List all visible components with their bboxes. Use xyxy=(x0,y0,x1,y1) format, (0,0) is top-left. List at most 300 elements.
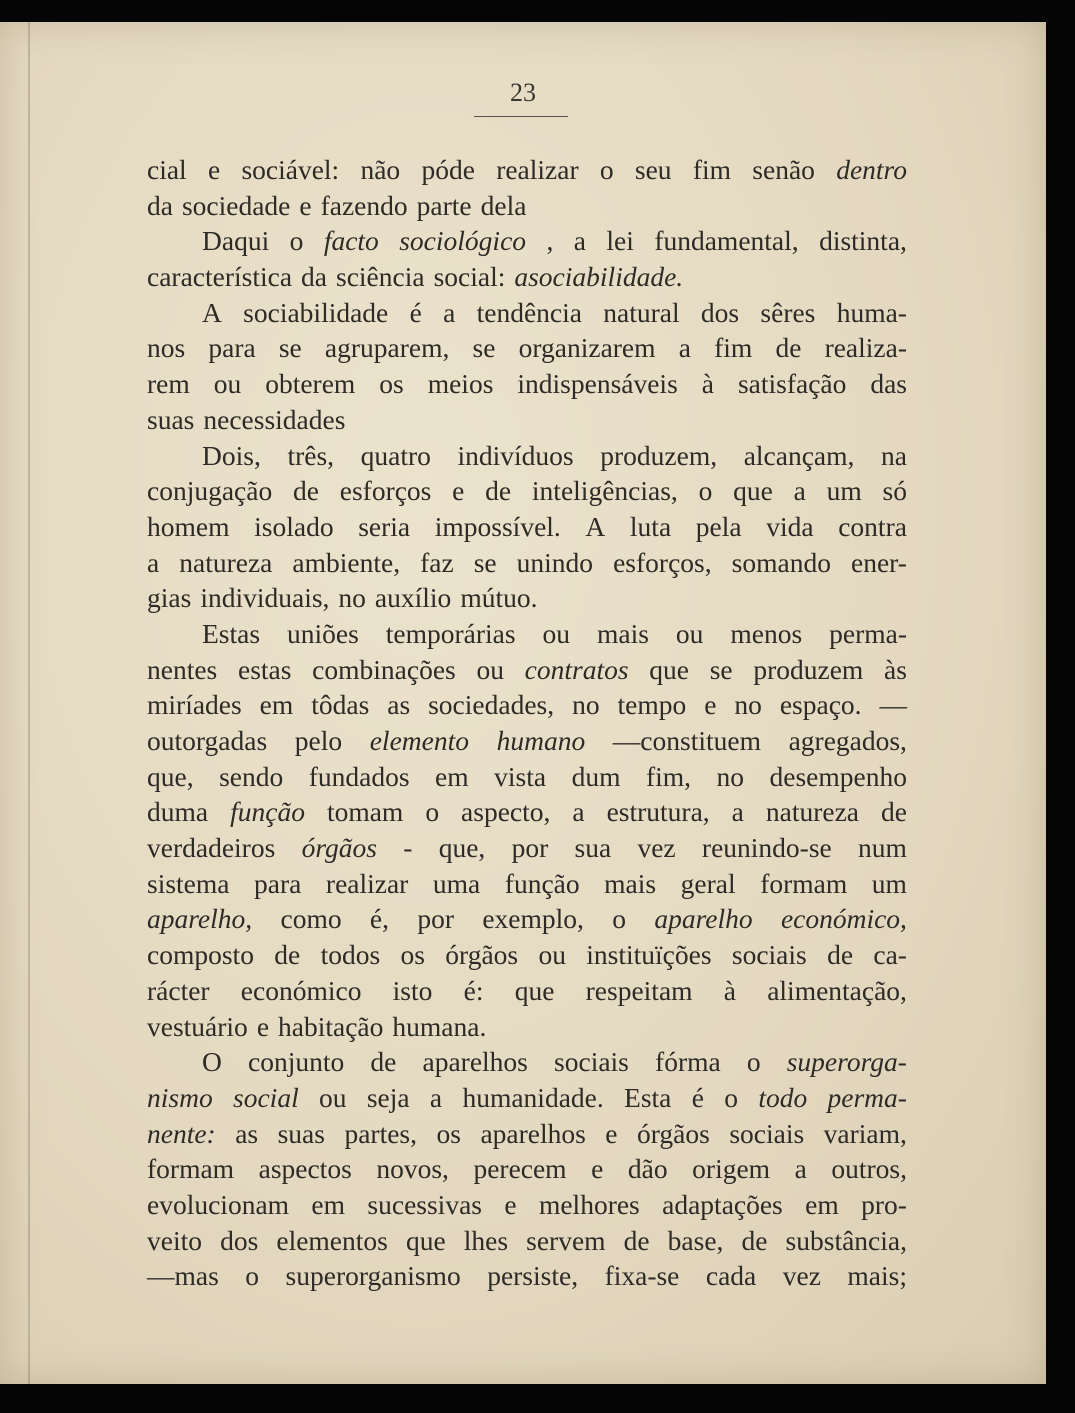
italic-word: função xyxy=(230,796,305,828)
word: tôdas xyxy=(311,689,370,721)
text-line xyxy=(147,652,907,688)
word: só xyxy=(882,475,907,507)
word: pro- xyxy=(861,1188,907,1220)
word: perecem xyxy=(473,1153,567,1185)
word: sociabilidade xyxy=(243,296,389,328)
word: no xyxy=(572,689,600,721)
word: uma xyxy=(432,867,481,899)
word: fundamental, xyxy=(654,225,799,257)
word: ou xyxy=(213,368,242,400)
word: sociais xyxy=(731,939,807,971)
word: produzem xyxy=(753,653,864,685)
word: dela xyxy=(480,189,527,221)
word: é, xyxy=(369,903,390,935)
word: o xyxy=(245,1260,260,1292)
italic-word: contratos xyxy=(524,653,629,685)
text-line xyxy=(147,1223,907,1259)
word: pela xyxy=(695,510,742,542)
word: se xyxy=(473,546,497,578)
text-line xyxy=(147,759,907,795)
text-line xyxy=(147,1151,907,1187)
italic-word: económico, xyxy=(780,903,907,935)
word: vez xyxy=(782,1260,821,1292)
word: função xyxy=(504,867,580,899)
word: e xyxy=(207,154,221,185)
word: ou xyxy=(319,1081,347,1113)
word: distinta, xyxy=(819,225,907,257)
word: —constituem xyxy=(612,725,761,756)
word: lhes xyxy=(463,1224,509,1256)
italic-word: órgãos xyxy=(301,832,377,864)
word: dão xyxy=(627,1153,668,1185)
text-line xyxy=(147,1258,907,1294)
word: impossível. xyxy=(434,510,561,542)
word: formam xyxy=(760,867,848,899)
word: homem xyxy=(147,510,230,542)
word: conjunto xyxy=(248,1046,345,1078)
word: em xyxy=(311,1188,346,1220)
word: póde xyxy=(421,154,475,185)
word: é xyxy=(409,296,422,328)
word: cada xyxy=(705,1260,757,1292)
word: ou xyxy=(675,617,704,649)
word: contra xyxy=(838,510,907,542)
text-line xyxy=(147,973,907,1009)
word: habitação xyxy=(278,1010,384,1042)
word: aparelhos xyxy=(422,1046,528,1078)
word: órgãos xyxy=(445,939,519,971)
word: uniões xyxy=(287,617,359,649)
word: fim xyxy=(714,332,753,364)
word: um xyxy=(826,475,862,507)
word: que xyxy=(405,1224,446,1256)
text-line xyxy=(147,152,907,188)
text-line xyxy=(147,1044,907,1080)
word: senão xyxy=(752,154,815,185)
word: produzem, xyxy=(600,439,718,471)
italic-word: todo xyxy=(758,1081,808,1113)
word: perma- xyxy=(829,617,907,649)
word: de xyxy=(485,475,512,507)
text-line xyxy=(147,866,907,902)
word: fim, xyxy=(645,760,692,792)
word: combinações xyxy=(312,653,456,685)
word: o xyxy=(289,225,304,257)
text-line xyxy=(147,366,907,402)
word: que, xyxy=(147,760,194,792)
word: para xyxy=(254,867,302,899)
word: sistema xyxy=(147,867,230,899)
word: fim xyxy=(692,154,732,185)
word: a xyxy=(731,796,744,828)
word: todos xyxy=(320,939,381,971)
text-line xyxy=(147,402,907,438)
word: e xyxy=(504,1188,517,1220)
italic-word: perma- xyxy=(827,1081,907,1113)
word: de xyxy=(741,1224,768,1256)
word: menos xyxy=(730,617,803,649)
word: unindo xyxy=(516,546,594,578)
word: luta xyxy=(629,510,672,542)
word: lei xyxy=(606,225,634,257)
word: é: xyxy=(463,974,484,1006)
word: ou xyxy=(542,617,571,649)
word: dos xyxy=(220,1224,259,1256)
word: realizar xyxy=(325,867,409,899)
word: partes, xyxy=(344,1117,418,1149)
word: rácter xyxy=(147,974,210,1006)
word: fixa-se xyxy=(604,1260,680,1292)
text-line xyxy=(147,1080,907,1116)
text-line xyxy=(147,1116,907,1152)
word: se xyxy=(278,332,302,364)
word: gias xyxy=(147,582,192,614)
word: por xyxy=(511,832,549,864)
word: — xyxy=(879,689,907,721)
header-rule xyxy=(474,116,568,117)
word: fundados xyxy=(308,760,410,792)
word: ou xyxy=(538,939,566,971)
text-line xyxy=(147,687,907,723)
book-page xyxy=(0,22,1046,1384)
word: A xyxy=(585,510,606,542)
word: Esta xyxy=(624,1081,672,1113)
word: huma- xyxy=(836,296,907,328)
word: reunindo-se xyxy=(701,832,832,864)
word: que, xyxy=(438,832,486,864)
word: as xyxy=(235,1117,259,1149)
body-text xyxy=(147,152,907,1294)
word: a xyxy=(793,475,806,507)
word: melhores xyxy=(538,1188,640,1220)
word: espaço. xyxy=(779,689,862,721)
word: a xyxy=(573,225,586,257)
word: satisfação xyxy=(737,368,847,400)
word: isto xyxy=(392,974,433,1006)
word: substância, xyxy=(785,1224,907,1256)
word: , xyxy=(546,225,554,257)
word: de xyxy=(370,1046,397,1078)
word: superorganismo xyxy=(285,1260,461,1292)
word: em xyxy=(805,1188,839,1220)
text-line xyxy=(147,794,907,830)
word: natureza xyxy=(179,546,273,578)
word: aparelhos xyxy=(480,1117,586,1149)
word: Daqui xyxy=(202,225,270,257)
word: sciência xyxy=(336,261,425,293)
italic-word: sociológico xyxy=(399,225,527,257)
word: tomam xyxy=(326,796,404,828)
word: esforços xyxy=(339,475,432,507)
word: de xyxy=(623,1224,650,1256)
word: tempo xyxy=(617,689,687,721)
word: composto xyxy=(147,939,254,971)
word: outros, xyxy=(831,1153,907,1185)
word: de xyxy=(293,475,319,507)
word: na xyxy=(881,439,907,471)
word: em xyxy=(259,689,294,721)
text-line xyxy=(147,1187,907,1223)
text-line xyxy=(147,830,907,866)
word: agruparem, xyxy=(324,332,450,364)
page-number: 23 xyxy=(510,78,536,107)
word: seja xyxy=(366,1081,410,1113)
word: mais xyxy=(597,617,649,649)
word: característica xyxy=(147,261,293,293)
word: sucessivas xyxy=(367,1188,482,1220)
word: sêres xyxy=(760,296,816,328)
word: desempenho xyxy=(769,760,907,792)
italic-word: a xyxy=(514,261,529,293)
text-line xyxy=(147,901,907,937)
word: aspectos xyxy=(258,1153,352,1185)
word: meios xyxy=(427,368,494,400)
word: o xyxy=(746,1046,761,1078)
word: nentes xyxy=(147,653,218,685)
word: os xyxy=(436,1117,461,1149)
word: os xyxy=(400,939,425,971)
word: respeitam xyxy=(585,974,693,1006)
word: origem xyxy=(692,1153,771,1185)
word: formam xyxy=(147,1153,235,1185)
word: que xyxy=(514,974,555,1006)
word: o xyxy=(698,475,713,507)
word: seria xyxy=(358,510,411,542)
word: tendência xyxy=(476,296,582,328)
word: vestuário xyxy=(147,1010,248,1042)
word: estas xyxy=(237,653,292,685)
word: por xyxy=(417,903,455,935)
word: ambiente, xyxy=(292,546,401,578)
word: no xyxy=(716,760,745,792)
word: realizar xyxy=(496,154,579,185)
word: de xyxy=(880,796,907,828)
word: sendo xyxy=(219,760,284,792)
word: e xyxy=(452,475,465,507)
word: auxílio xyxy=(374,582,452,614)
word: em xyxy=(435,760,469,792)
italic-word: facto xyxy=(323,225,379,257)
page-binding-edge xyxy=(28,22,30,1384)
word: variam, xyxy=(823,1117,907,1149)
word: geral xyxy=(680,867,736,899)
word: que xyxy=(733,475,773,507)
word: outorgadas xyxy=(147,725,268,756)
word: não xyxy=(360,154,401,185)
word: suas xyxy=(147,403,195,435)
word: parte xyxy=(416,189,472,221)
word: veito xyxy=(147,1224,202,1256)
word: sociais xyxy=(729,1117,805,1149)
word: novos, xyxy=(376,1153,449,1185)
word: humana. xyxy=(392,1010,487,1042)
italic-word: dentro xyxy=(836,154,907,185)
word: das xyxy=(870,368,907,400)
word: vez xyxy=(637,832,676,864)
word: sociedades, xyxy=(428,689,555,721)
word: a xyxy=(678,332,691,364)
word: O xyxy=(202,1046,222,1078)
word: necessidades xyxy=(203,403,346,435)
word: indispensáveis xyxy=(517,368,678,400)
text-line xyxy=(147,259,907,295)
text-line xyxy=(147,937,907,973)
word: social: xyxy=(433,261,506,293)
word: no xyxy=(338,582,366,614)
word: mais xyxy=(604,867,657,899)
word: rem xyxy=(147,368,190,400)
word: de xyxy=(827,939,854,971)
word: ca- xyxy=(873,939,907,971)
italic-word: humano xyxy=(496,725,586,756)
word: da xyxy=(147,189,173,221)
word: é xyxy=(691,1081,704,1113)
word: realiza- xyxy=(824,332,907,364)
word: servem xyxy=(526,1224,606,1256)
word: dum xyxy=(571,760,621,792)
text-line xyxy=(147,438,907,474)
word: alimentação, xyxy=(767,974,907,1006)
italic-word: aparelho, xyxy=(147,903,253,935)
word: sociedade xyxy=(181,189,291,221)
word: evolucionam xyxy=(147,1188,290,1220)
word: alcançam, xyxy=(743,439,855,471)
text-line xyxy=(147,580,907,616)
word: temporárias xyxy=(385,617,516,649)
word: num xyxy=(858,832,907,864)
word: Estas xyxy=(202,617,261,649)
word: à xyxy=(701,368,714,400)
word: pelo xyxy=(294,725,343,756)
italic-word: superorga- xyxy=(786,1046,907,1078)
word: sociável: xyxy=(241,154,340,185)
word: a xyxy=(572,796,585,828)
italic-word: sociabilidade. xyxy=(528,261,684,293)
word: obterem xyxy=(265,368,356,400)
word: um xyxy=(871,867,907,899)
word: individuais, xyxy=(200,582,330,614)
word: e xyxy=(256,1010,270,1042)
word: se xyxy=(472,332,496,364)
word: mais; xyxy=(847,1260,907,1292)
word: sua xyxy=(574,832,612,864)
word: suas xyxy=(277,1117,325,1149)
word: agregados, xyxy=(788,725,907,756)
word: à xyxy=(723,974,736,1006)
word: o xyxy=(599,154,614,185)
word: o xyxy=(724,1081,738,1113)
word: nos xyxy=(147,332,186,364)
word: a xyxy=(443,296,456,328)
word: inteligências, xyxy=(531,475,678,507)
italic-word: elemento xyxy=(369,725,469,756)
word: às xyxy=(884,653,907,685)
italic-word: nismo xyxy=(147,1081,213,1113)
word: organizarem xyxy=(518,332,656,364)
word: - xyxy=(403,832,413,864)
word: e xyxy=(299,189,312,221)
word: natureza xyxy=(765,796,859,828)
word: conjugação xyxy=(147,475,273,507)
text-line xyxy=(147,1009,907,1045)
word: da xyxy=(301,261,327,293)
text-line xyxy=(147,723,907,759)
word: os xyxy=(379,368,404,400)
word: sociais xyxy=(554,1046,629,1078)
text-line xyxy=(147,545,907,581)
word: três, xyxy=(287,439,335,471)
word: natural xyxy=(603,296,680,328)
word: miríades xyxy=(147,689,242,721)
word: persiste, xyxy=(487,1260,579,1292)
word: se xyxy=(709,653,733,685)
word: isolado xyxy=(254,510,334,542)
word: duma xyxy=(147,796,209,828)
word: —mas xyxy=(147,1260,219,1292)
text-line xyxy=(147,330,907,366)
word: aspecto, xyxy=(461,796,551,828)
word: verdadeiros xyxy=(147,832,276,864)
word: instituïções xyxy=(586,939,712,971)
word: fazendo xyxy=(320,189,408,221)
word: como xyxy=(280,903,342,935)
word: a xyxy=(794,1153,807,1185)
word: exemplo, xyxy=(482,903,584,935)
word: para xyxy=(208,332,256,364)
word: vida xyxy=(766,510,814,542)
word: cial xyxy=(147,154,187,185)
word: económico xyxy=(240,974,362,1006)
text-line xyxy=(147,509,907,545)
word: de xyxy=(274,939,301,971)
italic-word: nente: xyxy=(147,1117,216,1149)
word: e xyxy=(704,689,717,721)
text-line xyxy=(147,616,907,652)
word: elementos xyxy=(276,1224,388,1256)
word: que xyxy=(649,653,689,685)
word: dos xyxy=(700,296,740,328)
word: órgãos xyxy=(637,1117,710,1149)
word: adaptações xyxy=(662,1188,783,1220)
word: indivíduos xyxy=(457,439,574,471)
word: a xyxy=(147,546,160,578)
word: Dois, xyxy=(202,439,261,471)
text-line xyxy=(147,188,907,224)
word: a xyxy=(429,1081,443,1113)
word: somando xyxy=(731,546,831,578)
word: esforços, xyxy=(613,546,712,578)
word: fórma xyxy=(655,1046,721,1078)
text-line xyxy=(147,473,907,509)
word: o xyxy=(612,903,626,935)
word: e xyxy=(605,1117,618,1149)
text-line xyxy=(147,223,907,259)
word: e xyxy=(591,1153,604,1185)
word: no xyxy=(734,689,762,721)
word: mútuo. xyxy=(460,582,538,614)
word: as xyxy=(387,689,411,721)
word: seu xyxy=(634,154,672,185)
word: o xyxy=(425,796,440,828)
word: faz xyxy=(420,546,454,578)
word: vista xyxy=(494,760,547,792)
word: humanidade. xyxy=(462,1081,604,1113)
text-line xyxy=(147,295,907,331)
word: A xyxy=(202,296,222,328)
italic-word: aparelho xyxy=(654,903,753,935)
word: de xyxy=(775,332,802,364)
word: base, xyxy=(667,1224,724,1256)
